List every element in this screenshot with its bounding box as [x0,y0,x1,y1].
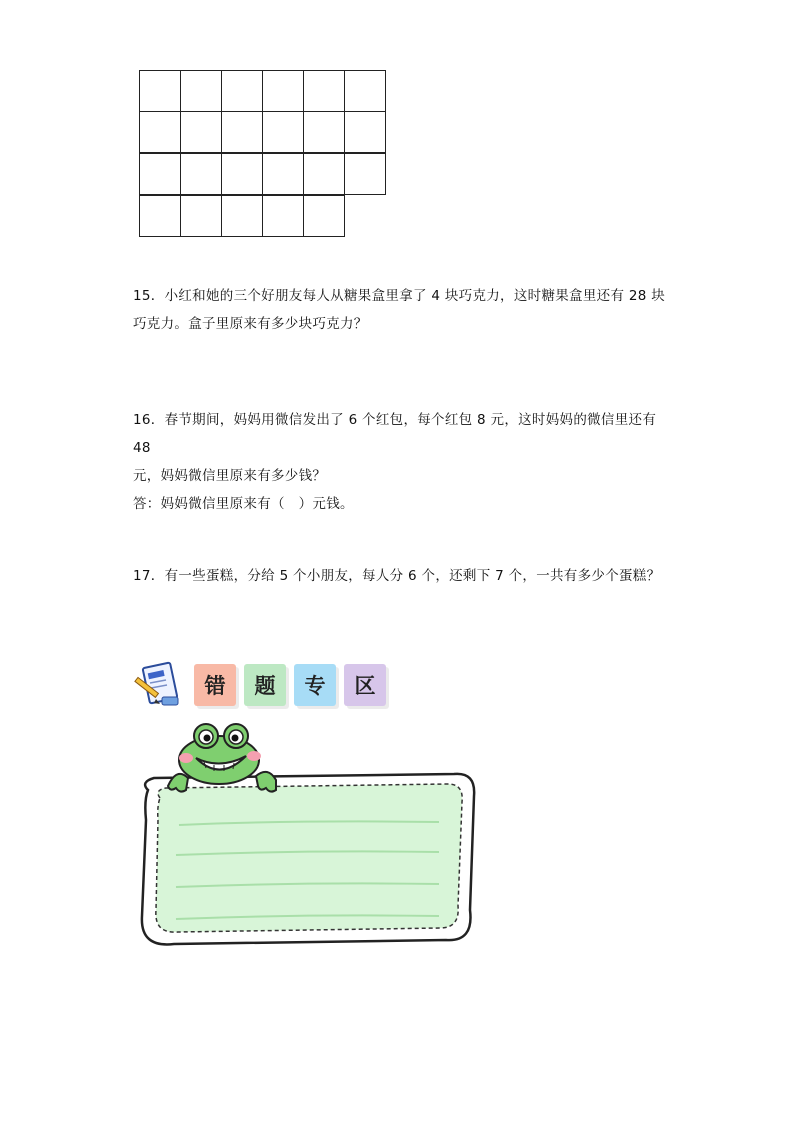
grid-cell [139,195,181,237]
grid-cell [139,70,181,112]
grid-cell [180,111,222,153]
answer-grid [139,70,386,238]
question-17 [133,562,673,590]
question-16-line-1: 16．春节期间，妈妈用微信发出了 6 个红包，每个红包 8 元，这时妈妈的微信里还有 48 [133,412,657,456]
mistakes-section-header [132,660,394,710]
grid-cell [180,153,222,195]
question-16-line-2: 元，妈妈微信里原来有多少钱？ [133,468,327,484]
grid-row [139,112,386,154]
grid-cell [344,153,386,195]
question-17-line-1: 17．有一些蛋糕，分给 5 个小朋友，每人分 6 个，还剩下 7 个，一共有多少个蛋糕？ [133,568,661,584]
tag-qu: 区 [344,664,386,706]
grid-cell [344,70,386,112]
tag-ti: 题 [244,664,286,706]
grid-cell [180,70,222,112]
grid-cell [262,195,304,237]
grid-cell [262,153,304,195]
grid-cell [221,70,263,112]
grid-row [139,196,386,238]
grid-cell [344,111,386,153]
notebook-pencil-icon [132,661,182,709]
grid-row [139,70,386,112]
frog-icon [168,724,276,792]
grid-cell [139,153,181,195]
grid-cell [221,195,263,237]
tag-zhuan: 专 [294,664,336,706]
grid-cell [303,70,345,112]
question-16 [133,406,673,518]
grid-row [139,154,386,196]
question-15 [133,282,673,338]
frog-note-card [134,720,484,954]
frog-note-illustration [134,720,484,950]
grid-cell [303,195,345,237]
grid-cell [262,111,304,153]
grid-cell [221,111,263,153]
grid-cell [303,111,345,153]
grid-cell [262,70,304,112]
question-16-answer: 答：妈妈微信里原来有（ ）元钱。 [133,496,354,512]
grid-cell [221,153,263,195]
grid-cell [139,111,181,153]
grid-cell [180,195,222,237]
question-15-line-2: 巧克力。盒子里原来有多少块巧克力？ [133,316,368,332]
grid-cell [303,153,345,195]
question-15-line-1: 15．小红和她的三个好朋友每人从糖果盒里拿了 4 块巧克力，这时糖果盒里还有 28 块 [133,288,666,304]
tag-cuo: 错 [194,664,236,706]
